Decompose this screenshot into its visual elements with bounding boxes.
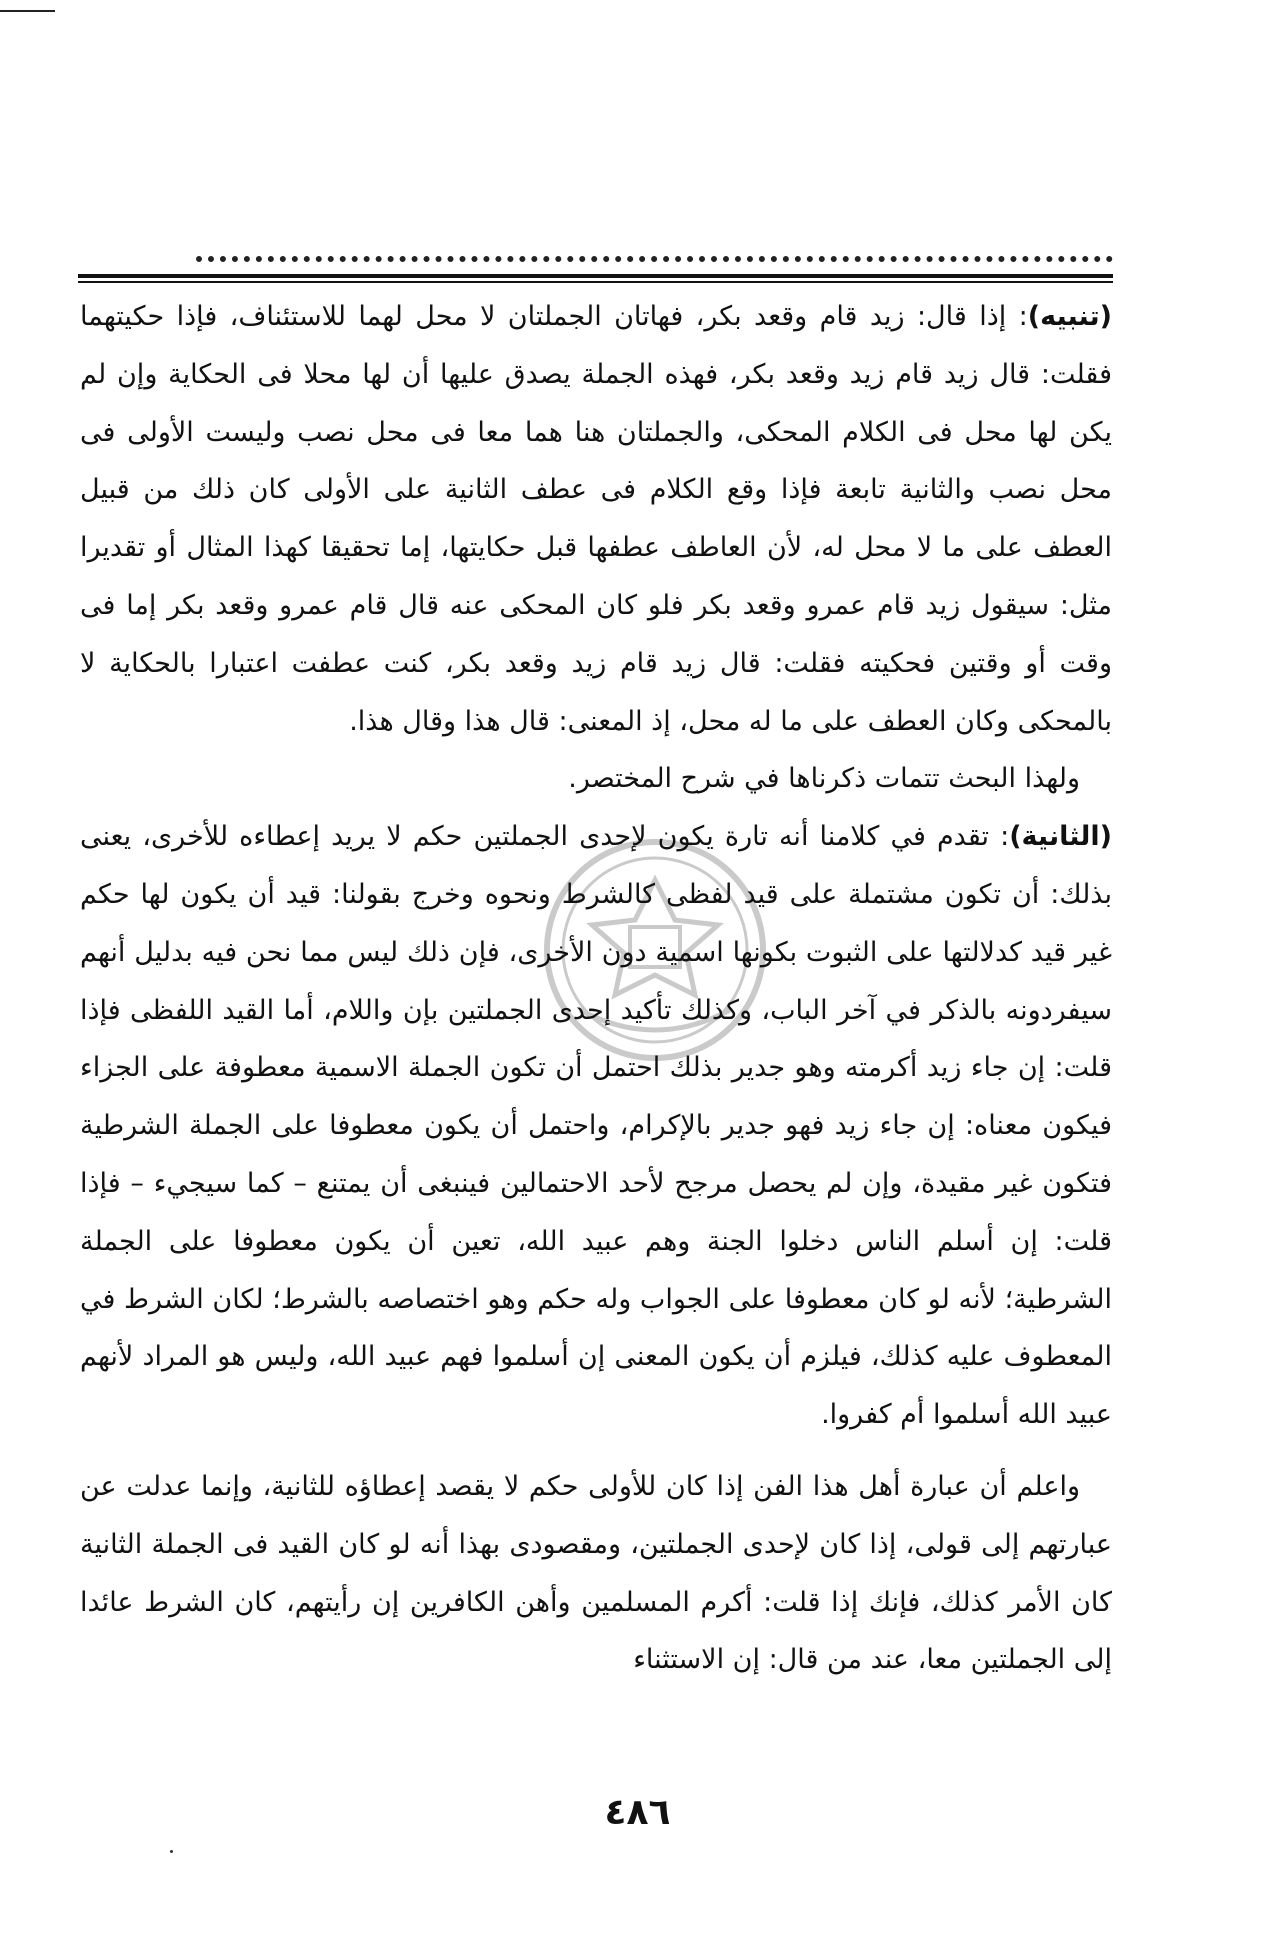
- thin-rule: [78, 281, 1113, 283]
- paragraph-tanbih: [80, 288, 1112, 750]
- paragraph-text: واعلم أن عبارة أهل هذا الفن إذا كان للأولى حكم لا يقصد إعطاؤه للثانية، وإنما عدلت عن عبارتهم إلى قولى، إذا كان لإحدى الجملتين، ومقصودى بهذا أنه لو كان القيد فى الجملة الثانية كان الأمر كذلك، فإنك إذا قلت: أكرم المسلمين وأهن الكافرين إن رأيتهم، كان الشرط عائدا إلى الجملتين معا، عند من قال: إن الاستثناء: [80, 1470, 1112, 1676]
- paragraph-text: : إذا قال: زيد قام وقعد بكر، فهاتان الجملتان لا محل لهما للاستئناف، فإذا حكيتهما فقلت: قال زيد قام زيد وقعد بكر، فهذه الجملة يصدق عليها أن لها محلا فى الحكاية وإن لم يكن لها محل فى الكلام المحكى، والجملتان هنا هما معا فى محل نصب وليست الأولى فى محل نصب والثانية تابعة فإذا وقع الكلام فى عطف الثانية على الأولى كان ذلك من قبيل العطف على ما لا محل له، لأن العاطف عطفها قبل حكايتها، إما تحقيقا كهذا المثال أو تقديرا مثل: سيقول زيد قام عمرو وقعد بكر فلو كان المحكى عنه قال قام عمرو وقعد بكر إما فى وقت أو وقتين فحكيته فقلت: قال زيد قام زيد وقعد بكر، كنت عطفت اعتبارا بالحكاية لا بالمحكى وكان العطف على ما له محل، إذ المعنى: قال هذا وقال هذا.: [80, 301, 1112, 737]
- paragraph-tatimmat: [80, 750, 1112, 808]
- heading-tanbih: (تنبيه): [1027, 301, 1112, 332]
- heading-thaniya: (الثانية): [1009, 821, 1112, 853]
- header-rule: [78, 256, 1113, 283]
- corner-scan-mark: [0, 10, 55, 12]
- page-number: ٤٨٦: [604, 1792, 671, 1833]
- scan-speck: [170, 1850, 173, 1853]
- body-text: [80, 288, 1112, 1689]
- thick-rule: [78, 274, 1113, 278]
- dotted-rule: [196, 256, 1113, 270]
- paragraph-text: : تقدم في كلامنا أنه تارة يكون لإحدى الجملتين حكم لا يريد إعطاءه للأخرى، يعنى بذلك: أن تكون مشتملة على قيد لفظى كالشرط ونحوه وخرج بقولنا: قيد أن يكون لها حكم غير قيد كدلالتها على الثبوت بكونها اسمية دون الأخرى، فإن ذلك ليس مما نحن فيه بدليل أنهم سيفردونه بالذكر في آخر الباب، وكذلك تأكيد إحدى الجملتين بإن واللام، أما القيد اللفظى فإذا قلت: إن جاء زيد أكرمته وهو جدير بذلك احتمل أن تكون الجملة الاسمية معطوفة على الجزاء فيكون معناه: إن جاء زيد فهو جدير بالإكرام، واحتمل أن يكون معطوفا على الجملة الشرطية فتكون غير مقيدة، وإن لم يحصل مرجح لأحد الاحتمالين فينبغى أن يمتنع – كما سيجيء – فإذا قلت: إن أسلم الناس دخلوا الجنة وهم عبيد الله، تعين أن يكون معطوفا على الجملة الشرطية؛ لأنه لو كان معطوفا على الجواب وله حكم وهو اختصاصه بالشرط؛ لكان الشرط في المعطوف عليه كذلك، فيلزم أن يكون المعنى إن أسلموا فهم عبيد الله، وليس هو المراد لأنهم عبيد الله أسلموا أم كفروا.: [80, 821, 1112, 1431]
- paragraph-iʿlam: [80, 1458, 1112, 1689]
- paragraph-thaniya: [80, 808, 1112, 1444]
- paragraph-text: ولهذا البحث تتمات ذكرناها في شرح المختصر.: [568, 763, 1080, 795]
